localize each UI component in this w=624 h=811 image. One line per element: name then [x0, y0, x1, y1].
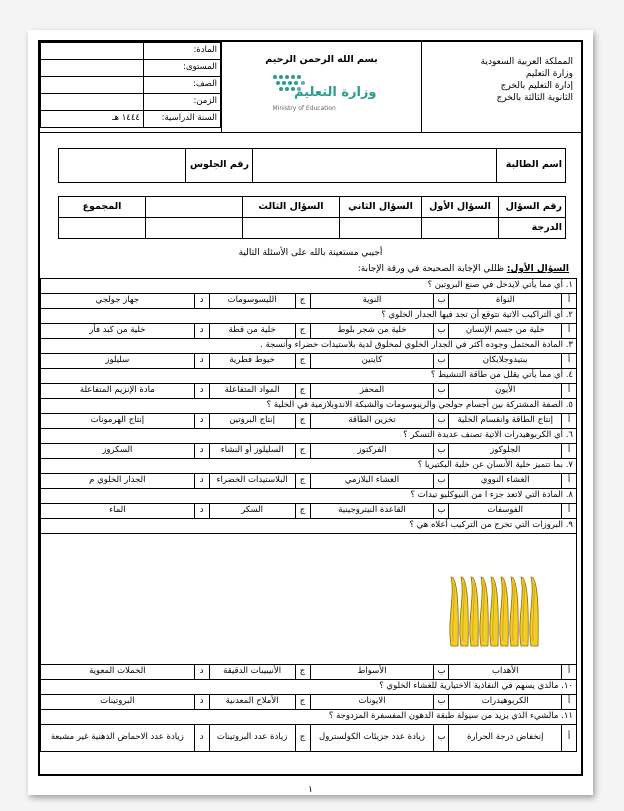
option-letter: ج	[295, 324, 310, 339]
answer-option[interactable]: الأهداب	[449, 665, 562, 680]
question-text: ٥. الصفة المشتركة بين أجسام جولجي والريبوسومات والشبكة الاندوبلازمية في الخلية ؟	[41, 399, 577, 414]
q3-header: السؤال الثالث	[243, 197, 340, 218]
option-letter: ب	[434, 444, 449, 459]
answer-option[interactable]: خلية من جسم الإنسان	[449, 324, 562, 339]
answer-option[interactable]: البروتينات	[41, 695, 195, 710]
option-letter: ج	[295, 665, 310, 680]
option-letter: ب	[434, 665, 449, 680]
answer-option[interactable]: زيادة عدد الاحماض الدهنية غير مشبعة	[41, 725, 195, 752]
answer-option[interactable]: إنتاج الهرمونات	[41, 414, 195, 429]
answer-option[interactable]: خلية من كبد فأر	[41, 324, 195, 339]
exam-frame	[38, 40, 583, 795]
meta-value: ١٤٤٤ هـ	[41, 111, 144, 128]
answer-option[interactable]: السكر	[209, 504, 295, 519]
option-letter: ب	[434, 725, 449, 752]
answer-option[interactable]: كايتين	[310, 354, 434, 369]
student-name-label: اسم الطالبة	[497, 149, 566, 183]
student-name-field[interactable]	[253, 149, 497, 183]
question-no-header: رقم السؤال	[499, 197, 566, 218]
option-letter: د	[194, 324, 209, 339]
option-letter: أ	[562, 324, 577, 339]
answer-option[interactable]: خلية من شجر بلوط	[310, 324, 434, 339]
option-letter: ج	[295, 695, 310, 710]
answer-option[interactable]: إنخفاض درجة الحرارة	[449, 725, 562, 752]
meta-value	[41, 77, 144, 94]
answer-option[interactable]: الخملات المعوية	[41, 665, 195, 680]
answer-option[interactable]: النوية	[310, 294, 434, 309]
section-text: ظللي الإجابة الصحيحة في ورقة الإجابة:	[357, 264, 507, 274]
q1-header: السؤال الأول	[422, 197, 499, 218]
answer-option[interactable]: السكروز	[41, 444, 195, 459]
questions-table	[40, 278, 577, 752]
empty-cell	[146, 197, 243, 218]
option-letter: ج	[295, 354, 310, 369]
option-letter: أ	[562, 695, 577, 710]
cilia-figure-icon	[443, 571, 543, 651]
option-letter: د	[194, 294, 209, 309]
option-letter: ب	[434, 414, 449, 429]
answer-option[interactable]: سليلوز	[41, 354, 195, 369]
answer-option[interactable]: الغشاء النووي	[449, 474, 562, 489]
answer-option[interactable]: خيوط فطرية	[209, 354, 295, 369]
logo-text-en: Ministry of Education	[272, 105, 336, 112]
question-text: ٧. بما تتميز خلية الأنسان عن خلية البكتيريا ؟	[41, 459, 577, 474]
grade-cell[interactable]	[59, 218, 146, 239]
exam-header	[40, 42, 581, 132]
grade-cell[interactable]	[422, 218, 499, 239]
option-letter: د	[194, 665, 209, 680]
option-letter: ب	[434, 384, 449, 399]
instructions: أجيبي مستعينة بالله على الأسئلة التالية	[238, 248, 383, 258]
answer-option[interactable]: الايونات	[310, 695, 434, 710]
question-text: ٤. أي مما يأتي يقلل من طاقة التنشيط ؟	[41, 369, 577, 384]
option-letter: د	[194, 474, 209, 489]
question-text: ٢. أي التراكيب الاتية تتوقع أن تجد فيها الجدار الخلوي ؟	[41, 309, 577, 324]
answer-option[interactable]: النواة	[449, 294, 562, 309]
meta-label: الصف:	[144, 77, 221, 94]
question-text: ٨. المادة التي لاتعد جزء ا من النيوكليو تيدات ؟	[41, 489, 577, 504]
ministry-line: الثانوية الثالثة بالخرج	[496, 93, 573, 104]
meta-value	[41, 43, 144, 60]
option-letter: أ	[562, 384, 577, 399]
answer-option[interactable]: السليلوز أو النشاء	[209, 444, 295, 459]
option-letter: أ	[562, 414, 577, 429]
option-letter: د	[194, 504, 209, 519]
option-letter: ج	[295, 504, 310, 519]
answer-option[interactable]: زيادة عدد جزيئات الكولسترول	[310, 725, 434, 752]
answer-option[interactable]: الأنيبيبات الدقيقة	[209, 665, 295, 680]
answer-option[interactable]: الليسوسومات	[209, 294, 295, 309]
meta-value	[41, 94, 144, 111]
answer-option[interactable]: الفوسفات	[449, 504, 562, 519]
option-letter: أ	[562, 725, 577, 752]
meta-label: المستوى:	[144, 60, 221, 77]
answer-option[interactable]: مادة الإنزيم المتفاعلة	[41, 384, 195, 399]
option-letter: د	[194, 354, 209, 369]
answer-option[interactable]: الجلوكوز	[449, 444, 562, 459]
answer-option[interactable]: خلية من قطة	[209, 324, 295, 339]
option-letter: د	[194, 414, 209, 429]
q2-header: السؤال الثاني	[340, 197, 422, 218]
answer-option[interactable]: زيادة عدد البروتينات	[209, 725, 295, 752]
option-letter: ج	[295, 294, 310, 309]
question-text: ١. أي مما يأتي لايدخل في صنع البروتين ؟	[41, 279, 577, 294]
answer-option[interactable]: الغشاء البلازمي	[310, 474, 434, 489]
answer-option[interactable]: البلاستيدات الخضراء	[209, 474, 295, 489]
grade-cell[interactable]	[243, 218, 340, 239]
answer-option[interactable]: إنتاج الطاقة وانقسام الخلية	[449, 414, 562, 429]
option-letter: أ	[562, 354, 577, 369]
option-letter: د	[194, 725, 209, 752]
seat-number-label: رقم الجلوس	[186, 149, 253, 183]
meta-label: المادة:	[144, 43, 221, 60]
grades-table	[58, 196, 566, 239]
answer-option[interactable]: الجدار الخلوي م	[41, 474, 195, 489]
total-header: المجموع	[59, 197, 146, 218]
option-letter: ج	[295, 725, 310, 752]
ministry-line: إدارة التعليم بالخرج	[500, 81, 573, 92]
grade-cell[interactable]	[340, 218, 422, 239]
answer-option[interactable]: المحفز	[310, 384, 434, 399]
answer-option[interactable]: جهاز جولجي	[41, 294, 195, 309]
ministry-block	[421, 42, 581, 132]
option-letter: ج	[295, 444, 310, 459]
question-text: ٣. المادة المحتمل وجوده أكثر في الجدار الخلوي لمخلوق لدية بلاستيدات خضراء وأنسجة .	[41, 339, 577, 354]
ministry-line: وزارة التعليم	[525, 69, 573, 80]
question-text: ١٠. مالذي يسهم في النفاذية الاختيارية للغشاء الخلوي ؟	[41, 680, 577, 695]
answer-option[interactable]: المواد المتفاعلة	[209, 384, 295, 399]
question-text: ١١. مالشيء الذي يزيد من سيولة طبقة الدهون المفسفرة المزدوجة ؟	[41, 710, 577, 725]
option-letter: أ	[562, 444, 577, 459]
ministry-logo	[267, 73, 377, 113]
answer-option[interactable]: الماء	[41, 504, 195, 519]
meta-label: الزمن:	[144, 94, 221, 111]
ministry-line: المملكة العربية السعودية	[480, 57, 573, 67]
meta-value	[41, 60, 144, 77]
option-letter: ب	[434, 324, 449, 339]
option-letter: د	[194, 444, 209, 459]
question-text: ٩. البروزات التي تخرج من التركيب أعلاه هي ؟	[41, 519, 577, 534]
exam-page	[28, 30, 593, 795]
option-letter: ب	[434, 354, 449, 369]
answer-option[interactable]: الأسواط	[310, 665, 434, 680]
student-info-table	[58, 148, 566, 183]
logo-block	[221, 42, 421, 132]
option-letter: ب	[434, 695, 449, 710]
option-letter: ج	[295, 474, 310, 489]
option-letter: أ	[562, 294, 577, 309]
exam-meta	[40, 42, 221, 132]
option-letter: أ	[562, 665, 577, 680]
option-letter: أ	[562, 474, 577, 489]
option-letter: ج	[295, 414, 310, 429]
seat-number-field[interactable]	[59, 149, 186, 183]
option-letter: أ	[562, 504, 577, 519]
figure-cell	[41, 534, 577, 665]
answer-option[interactable]: القاعدة النيتروجينية	[310, 504, 434, 519]
option-letter: ج	[295, 384, 310, 399]
question-text: ٦. أي الكربوهيدرات الاتية تصنف عديدة التسكر ؟	[41, 429, 577, 444]
answer-option[interactable]: إنتاج البروتين	[209, 414, 295, 429]
section-title: السؤال الأول:	[506, 264, 569, 274]
option-letter: د	[194, 384, 209, 399]
basmala: بسم الله الرحمن الرحيم	[265, 54, 378, 65]
logo-text-ar: وزارة التعليم	[294, 85, 377, 100]
grade-cell[interactable]	[146, 218, 243, 239]
option-letter: د	[194, 695, 209, 710]
answer-option[interactable]: الأملاح المعدنية	[209, 695, 295, 710]
option-letter: ب	[434, 474, 449, 489]
option-letter: ب	[434, 294, 449, 309]
answer-option[interactable]: تخزين الطاقة	[310, 414, 434, 429]
answer-option[interactable]: الكربوهيدرات	[449, 695, 562, 710]
section-heading	[358, 264, 569, 274]
page-number: ١	[308, 785, 313, 795]
exam-meta-table	[40, 42, 221, 128]
option-letter: ب	[434, 504, 449, 519]
grade-label: الدرجة	[499, 218, 566, 239]
meta-label: السنة الدراسية:	[144, 111, 221, 128]
answer-option[interactable]: الأيون	[449, 384, 562, 399]
answer-option[interactable]: الفركتوز	[310, 444, 434, 459]
answer-option[interactable]: ببتيدوجلايكان	[449, 354, 562, 369]
